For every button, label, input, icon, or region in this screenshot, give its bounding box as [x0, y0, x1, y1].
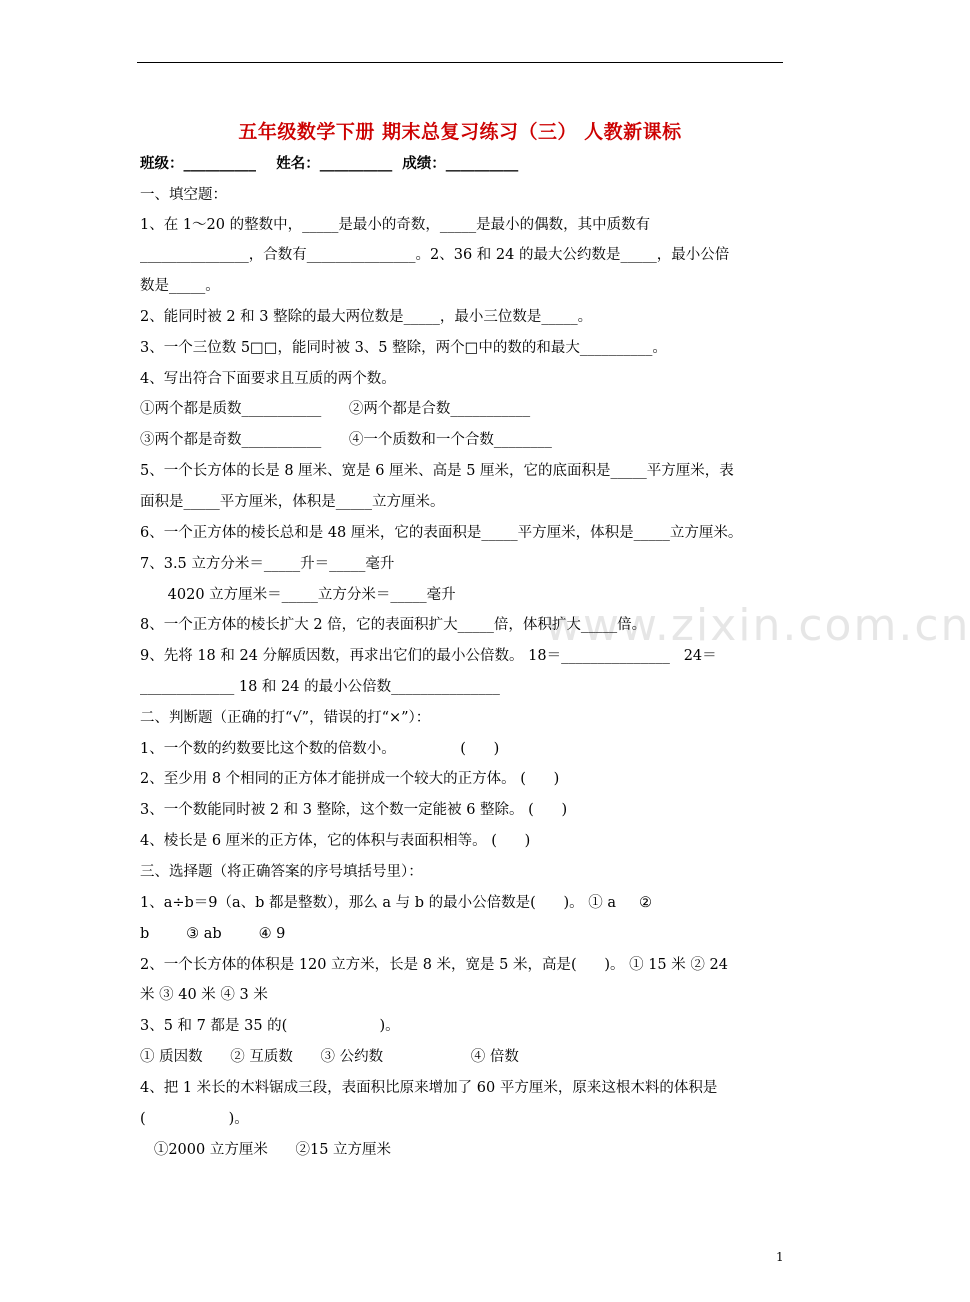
question-line: _______________，合数有_______________。2、36 和 24 的最大公约数是_____，最小公倍: [140, 247, 730, 263]
question-line: 3、一个三位数 5□□，能同时被 3、5 整除，两个□中的数的和最大__________。: [140, 340, 667, 356]
question-line: 4、写出符合下面要求且互质的两个数。: [140, 371, 396, 387]
question-line: 3、一个数能同时被 2 和 3 整除，这个数一定能被 6 整除。 ( ): [140, 802, 568, 818]
question-line: 1、一个数的约数要比这个数的倍数小。 ( ): [140, 741, 500, 757]
question-line: ( )。: [140, 1111, 249, 1127]
question-line: 9、先将 18 和 24 分解质因数，再求出它们的最小公倍数。 18＝_______________ 24＝: [140, 648, 717, 664]
question-line: 面积是_____平方厘米，体积是_____立方厘米。: [140, 494, 445, 510]
section-choice-heading: 三、选择题（将正确答案的序号填括号里）：: [140, 864, 423, 880]
question-line: 4020 立方厘米＝_____立方分米＝_____毫升: [140, 587, 456, 603]
section-judge-heading: 二、判断题（正确的打“√”，错误的打“×”）：: [140, 710, 431, 726]
student-info-line: 班级：__________ 姓名：__________ 成绩：__________: [140, 156, 519, 172]
question-line: 4、把 1 米长的木料锯成三段，表面积比原来增加了 60 平方厘米，原来这根木料的体积是: [140, 1080, 718, 1096]
question-line: ③两个都是奇数___________ ④一个质数和一个合数________: [140, 432, 552, 448]
question-line: 8、一个正方体的棱长扩大 2 倍，它的表面积扩大_____倍，体积扩大_____倍。: [140, 617, 647, 633]
page-title: 五年级数学下册 期末总复习练习（三） 人教新课标: [238, 121, 682, 143]
header-rule: [137, 62, 783, 63]
question-line: 1、a÷b＝9（a、b 都是整数），那么 a 与 b 的最小公倍数是( )。 ① a ②: [140, 895, 653, 911]
question-line: 数是_____。: [140, 278, 220, 294]
watermark: www.zixin.com.cn: [545, 600, 970, 651]
question-line: 3、5 和 7 都是 35 的( )。: [140, 1018, 400, 1034]
question-line: 7、3.5 立方分米＝_____升＝_____毫升: [140, 556, 395, 572]
question-line: ①两个都是质数___________ ②两个都是合数___________: [140, 401, 531, 417]
question-line: 2、能同时被 2 和 3 整除的最大两位数是_____，最小三位数是_____。: [140, 309, 593, 325]
question-line: 6、一个正方体的棱长总和是 48 厘米，它的表面积是_____平方厘米，体积是_____立方厘米。: [140, 525, 743, 541]
section-fill-heading: 一、填空题：: [140, 187, 227, 203]
question-line: b ③ ab ④ 9: [140, 926, 286, 942]
question-line: 1、在 1～20 的整数中，_____是最小的奇数，_____是最小的偶数，其中质数有: [140, 217, 651, 233]
question-line: 米 ③ 40 米 ④ 3 米: [140, 987, 268, 1003]
question-line: 2、一个长方体的体积是 120 立方米，长是 8 米，宽是 5 米，高是( )。 ① 15 米 ② 24: [140, 957, 728, 973]
page-number: 1: [776, 1250, 784, 1264]
question-line: 2、至少用 8 个相同的正方体才能拼成一个较大的正方体。 ( ): [140, 771, 560, 787]
question-line: 5、一个长方体的长是 8 厘米、宽是 6 厘米、高是 5 厘米，它的底面积是_____平方厘米，表: [140, 463, 734, 479]
question-line: ① 质因数 ② 互质数 ③ 公约数 ④ 倍数: [140, 1049, 519, 1065]
question-line: 4、棱长是 6 厘米的正方体，它的体积与表面积相等。 ( ): [140, 833, 531, 849]
question-line: ①2000 立方厘米 ②15 立方厘米: [140, 1142, 392, 1158]
question-line: _____________ 18 和 24 的最小公倍数_______________: [140, 679, 500, 695]
